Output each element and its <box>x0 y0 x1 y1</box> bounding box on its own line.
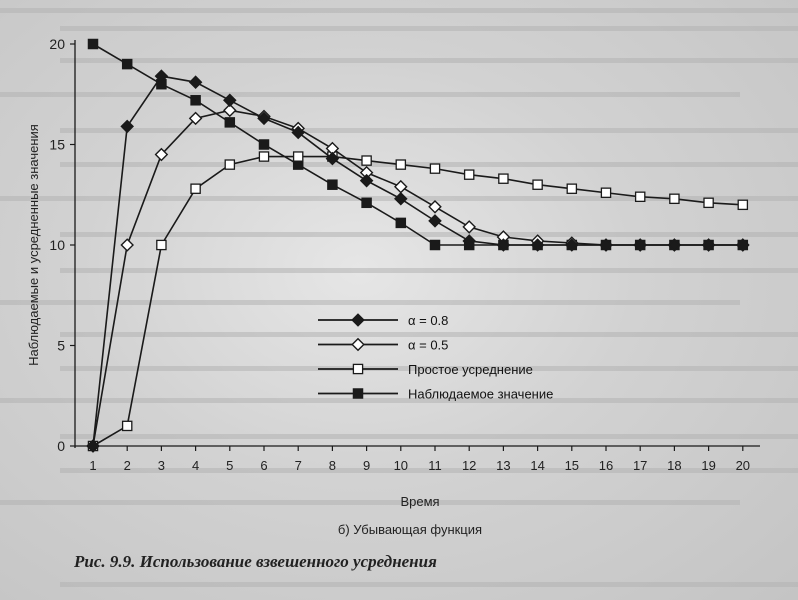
x-tick-label: 8 <box>328 458 337 473</box>
data-point <box>328 180 337 189</box>
data-point <box>353 364 362 373</box>
legend-label: Наблюдаемое значение <box>408 386 554 402</box>
legend-entry <box>318 338 448 353</box>
data-point <box>225 160 234 169</box>
series-line <box>93 44 743 245</box>
x-axis-label: Время <box>400 494 440 509</box>
data-point <box>396 160 405 169</box>
x-tick-label: 1 <box>89 458 97 473</box>
x-tick-label: 17 <box>632 458 648 473</box>
data-point <box>636 192 645 201</box>
data-point <box>361 175 373 187</box>
x-tick-label: 11 <box>428 458 442 473</box>
y-tick-label: 15 <box>49 136 65 153</box>
series-filled-square <box>88 39 747 249</box>
data-point <box>191 184 200 193</box>
data-point <box>294 152 303 161</box>
x-tick-label: 5 <box>226 458 234 473</box>
x-tick-label: 9 <box>362 458 371 473</box>
x-tick-label: 12 <box>461 458 477 473</box>
x-tick-label: 2 <box>123 458 131 473</box>
data-point <box>259 152 268 161</box>
data-point <box>430 240 439 249</box>
data-point <box>259 140 268 149</box>
data-point <box>430 164 439 173</box>
data-point <box>191 96 200 105</box>
chart-subtitle: б) Убывающая функция <box>337 522 483 537</box>
legend-label: Простое усреднение <box>408 362 533 377</box>
data-point <box>429 215 441 227</box>
x-tick-label: 19 <box>701 458 716 473</box>
data-point <box>395 181 407 193</box>
data-point <box>353 389 362 398</box>
data-point <box>396 218 405 227</box>
data-point <box>88 39 97 48</box>
y-tick-label: 10 <box>49 237 65 253</box>
legend-label: α = 0.5 <box>408 337 449 353</box>
data-point <box>157 240 166 249</box>
data-point <box>704 198 713 207</box>
x-tick-label: 7 <box>294 458 302 473</box>
data-point <box>601 188 610 197</box>
data-point <box>567 184 576 193</box>
data-point <box>533 180 542 189</box>
data-point <box>499 174 508 183</box>
data-point <box>463 221 475 233</box>
data-point <box>738 200 747 209</box>
x-tick-label: 16 <box>598 458 614 473</box>
x-tick-label: 10 <box>393 458 409 473</box>
x-tick-label: 3 <box>157 458 166 473</box>
data-point <box>352 314 364 326</box>
x-tick-label: 6 <box>260 458 268 473</box>
data-point <box>395 193 407 205</box>
data-point <box>429 201 441 213</box>
figure-caption: Рис. 9.9. Использование взвешенного усреднения <box>74 552 437 571</box>
x-tick-label: 15 <box>564 458 580 473</box>
data-point <box>121 239 133 251</box>
data-point <box>224 94 236 106</box>
data-point <box>362 198 371 207</box>
y-tick-label: 0 <box>57 438 65 454</box>
data-point <box>362 156 371 165</box>
data-point <box>121 121 133 133</box>
legend-entry <box>318 362 533 377</box>
x-tick-label: 20 <box>735 458 751 473</box>
x-tick-label: 4 <box>191 458 200 473</box>
x-tick-label: 14 <box>530 458 545 473</box>
x-tick-label: 18 <box>667 458 682 473</box>
data-point <box>670 194 679 203</box>
data-point <box>123 60 132 69</box>
legend-entry <box>318 313 448 328</box>
legend-entry <box>318 387 553 402</box>
data-point <box>190 76 202 88</box>
y-tick-label: 5 <box>57 337 65 354</box>
data-point <box>225 118 234 127</box>
x-tick-label: 13 <box>496 458 511 473</box>
data-point <box>123 421 132 430</box>
legend <box>318 313 553 402</box>
data-point <box>352 339 364 351</box>
data-point <box>465 170 474 179</box>
y-tick-label: 20 <box>49 36 65 52</box>
y-axis-label: Наблюдаемые и усредненные значения <box>26 124 41 366</box>
axes <box>49 36 760 473</box>
legend-label: α = 0.8 <box>408 313 449 328</box>
